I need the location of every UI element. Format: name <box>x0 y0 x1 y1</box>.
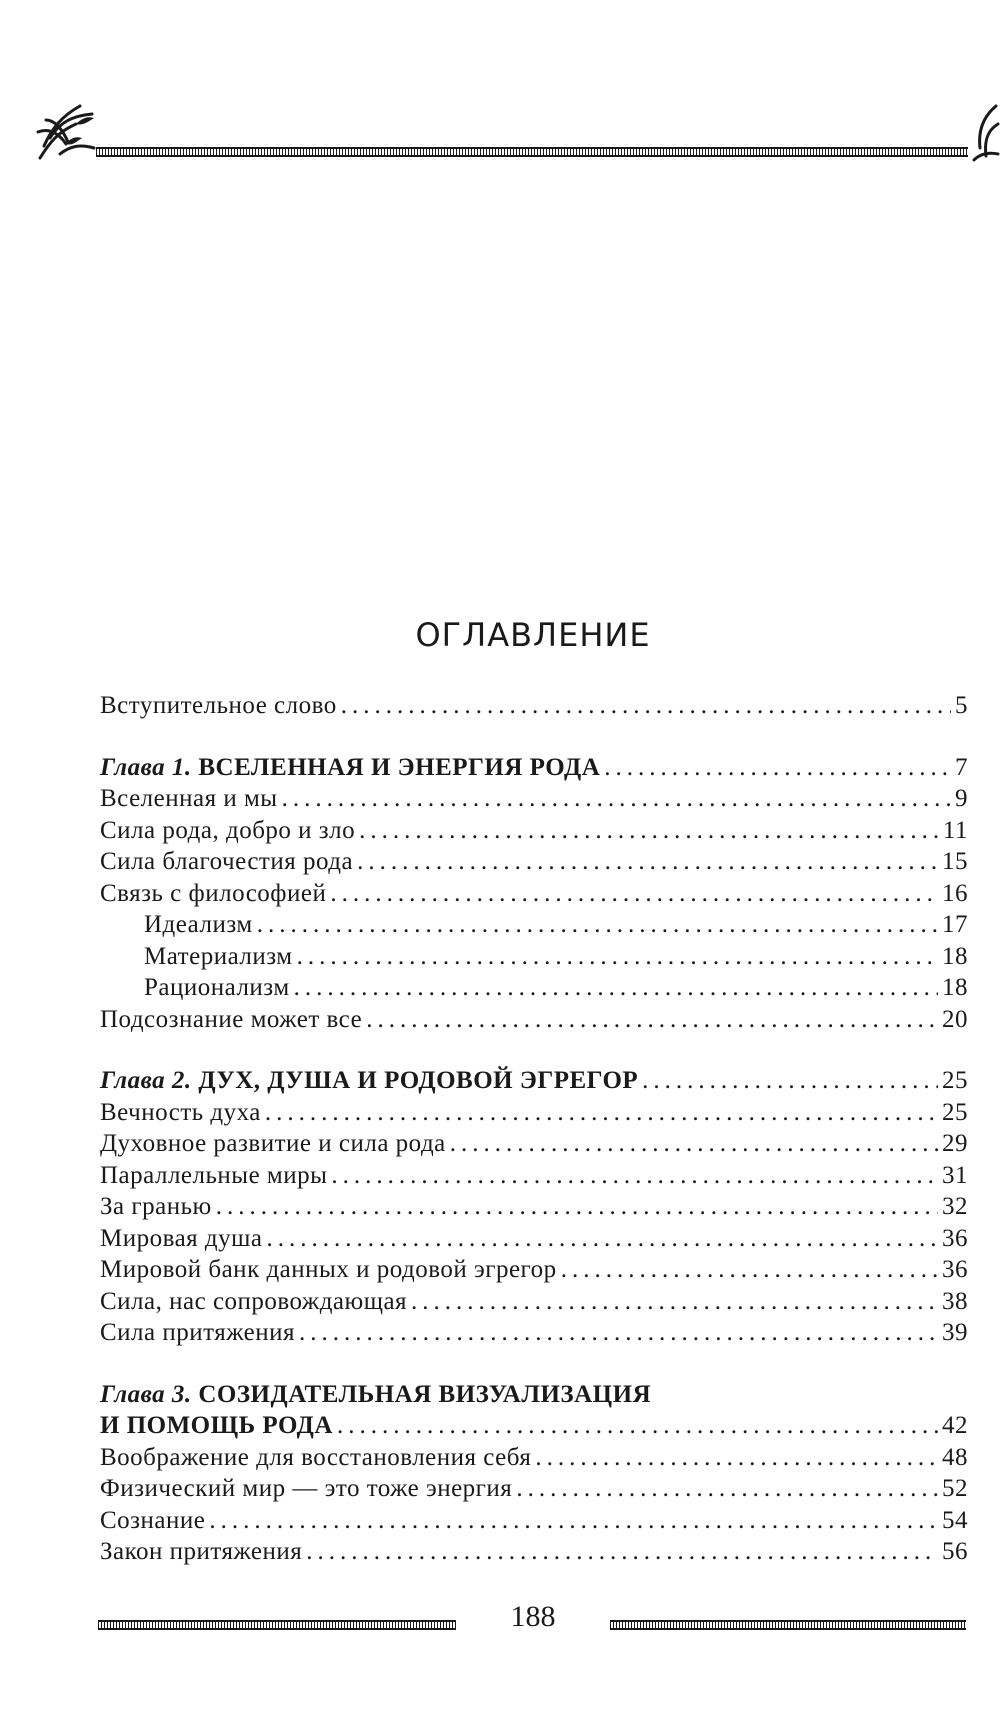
toc-entry-text: Сила, нас сопровождающая <box>100 1287 408 1315</box>
page-title: ОГЛАВЛЕНИЕ <box>415 616 651 654</box>
dot-leader <box>561 1254 938 1286</box>
toc-chapter-3-heading[interactable] <box>100 1379 968 1411</box>
dot-leader <box>209 1505 938 1537</box>
toc-entry[interactable] <box>100 1317 968 1349</box>
toc-entry[interactable] <box>100 1191 968 1223</box>
dot-leader <box>366 1004 938 1036</box>
leaf-flourish-icon <box>36 98 98 164</box>
toc-subentry[interactable] <box>100 909 968 941</box>
toc-entry-text: Сила благочестия рода <box>100 848 354 875</box>
toc-entry-text: Вселенная и мы <box>100 785 278 812</box>
toc-entry-page: 25 <box>942 1098 968 1126</box>
dot-leader <box>267 1223 939 1255</box>
chapter-name: ВСЕЛЕННАЯ И ЭНЕРГИЯ РОДА <box>198 753 601 781</box>
chapter-name: СОЗИДАТЕЛЬНАЯ ВИЗУАЛИЗАЦИЯ <box>198 1380 652 1408</box>
toc-entry[interactable] <box>100 1160 968 1192</box>
toc-entry-text: Физический мир — это тоже энергия <box>100 1475 513 1502</box>
chapter-label: Глава 2. <box>100 1067 192 1094</box>
dot-leader <box>450 1128 938 1160</box>
toc-entry[interactable] <box>100 878 968 910</box>
toc-entry-page: 48 <box>942 1443 968 1471</box>
dot-leader <box>642 1065 938 1097</box>
dot-leader <box>337 1410 938 1442</box>
dot-leader <box>411 1286 938 1318</box>
toc-entry-page: 32 <box>942 1193 968 1220</box>
toc-entry-text: Мировой банк данных и родовой эгрегор <box>100 1256 557 1283</box>
toc-entry-text: Связь с философией <box>100 879 327 907</box>
toc-entry-text: Сила рода, добро и зло <box>100 816 356 844</box>
toc-entry[interactable] <box>100 1128 968 1160</box>
toc-entry-page: 15 <box>942 848 968 875</box>
toc-entry[interactable] <box>100 1505 968 1537</box>
toc-entry[interactable] <box>100 1536 968 1568</box>
toc-entry-page: 7 <box>955 753 968 781</box>
top-divider-rule <box>96 147 968 157</box>
toc-entry-page: 36 <box>942 1224 968 1252</box>
toc-entry-text: Мировая душа <box>100 1224 263 1252</box>
toc-entry-text: Закон притяжения <box>100 1538 303 1565</box>
toc-entry-text: Вечность духа <box>100 1098 261 1126</box>
toc-entry-page: 9 <box>955 785 968 812</box>
toc-subentry[interactable] <box>100 972 968 1004</box>
dot-leader <box>357 846 938 878</box>
toc-entry-page: 11 <box>942 816 968 844</box>
toc-entry[interactable] <box>100 1223 968 1255</box>
chapter-name: ДУХ, ДУША И РОДОВОЙ ЭГРЕГОР <box>198 1067 639 1094</box>
toc-entry-page: 31 <box>942 1161 968 1189</box>
toc-entry-page: 20 <box>942 1005 968 1033</box>
toc-entry-page: 18 <box>942 942 968 970</box>
toc-entry-text: За гранью <box>100 1193 212 1220</box>
toc-entry-text: Материализм <box>144 942 293 970</box>
dot-leader <box>604 752 951 784</box>
dot-leader <box>331 1160 938 1192</box>
toc-entry-page: 25 <box>942 1067 968 1094</box>
dot-leader <box>216 1191 938 1223</box>
toc-entry-text: Параллельные миры <box>100 1161 328 1189</box>
dot-leader <box>535 1442 938 1474</box>
toc-entry[interactable] <box>100 1473 968 1505</box>
toc-entry-page: 5 <box>955 692 968 719</box>
dot-leader <box>299 1317 938 1349</box>
toc-entry-text: Воображение для восстановления себя <box>100 1443 532 1471</box>
toc-entry[interactable] <box>100 1254 968 1286</box>
toc-entry[interactable] <box>100 1004 968 1036</box>
toc-entry-intro[interactable] <box>100 690 968 722</box>
toc-entry-page: 39 <box>942 1319 968 1346</box>
toc-entry[interactable] <box>100 1097 968 1129</box>
dot-leader <box>294 972 938 1004</box>
toc-subentry[interactable] <box>100 941 968 973</box>
toc-entry-page: 38 <box>942 1287 968 1315</box>
toc-entry[interactable] <box>100 783 968 815</box>
toc-entry[interactable] <box>100 815 968 847</box>
dot-leader <box>282 783 951 815</box>
dot-leader <box>359 815 939 847</box>
toc-entry-text: Сознание <box>100 1506 206 1534</box>
toc-entry-text: Духовное развитие и сила рода <box>100 1130 446 1157</box>
chapter-label: Глава 1. <box>100 753 192 781</box>
toc-entry[interactable] <box>100 1442 968 1474</box>
footer-rule-right <box>610 1620 966 1630</box>
chapter-label: Глава 3. <box>100 1380 192 1408</box>
dot-leader <box>257 909 938 941</box>
toc-chapter-1[interactable] <box>100 752 968 784</box>
chapter-name-continued: И ПОМОЩЬ РОДА <box>100 1412 333 1439</box>
toc-entry-page: 42 <box>942 1412 968 1439</box>
table-of-contents <box>100 690 968 1568</box>
toc-entry-page: 16 <box>942 879 968 907</box>
dot-leader <box>516 1473 938 1505</box>
page-number: 188 <box>510 1600 556 1633</box>
toc-entry-page: 54 <box>942 1506 968 1534</box>
toc-chapter-3[interactable] <box>100 1410 968 1442</box>
toc-entry-page: 52 <box>942 1475 968 1502</box>
toc-entry-page: 17 <box>942 911 968 938</box>
dot-leader <box>330 878 938 910</box>
toc-entry-page: 56 <box>942 1538 968 1565</box>
toc-entry-page: 18 <box>942 974 968 1001</box>
toc-chapter-2[interactable] <box>100 1065 968 1097</box>
toc-entry-page: 29 <box>942 1130 968 1157</box>
toc-entry-text: Сила притяжения <box>100 1319 296 1346</box>
toc-entry-page: 36 <box>942 1256 968 1283</box>
dot-leader <box>265 1097 938 1129</box>
toc-entry[interactable] <box>100 1286 968 1318</box>
leaf-flourish-icon <box>970 98 1000 164</box>
dot-leader <box>306 1536 938 1568</box>
toc-entry-text: Вступительное слово <box>100 692 337 719</box>
dot-leader <box>297 941 938 973</box>
footer-rule-left <box>98 1620 456 1630</box>
toc-entry[interactable] <box>100 846 968 878</box>
toc-entry-text: Идеализм <box>144 911 253 938</box>
header-ornament <box>36 98 1000 168</box>
toc-entry-text: Подсознание может все <box>100 1005 363 1033</box>
toc-entry-text: Рационализм <box>144 974 290 1001</box>
dot-leader <box>341 690 951 722</box>
